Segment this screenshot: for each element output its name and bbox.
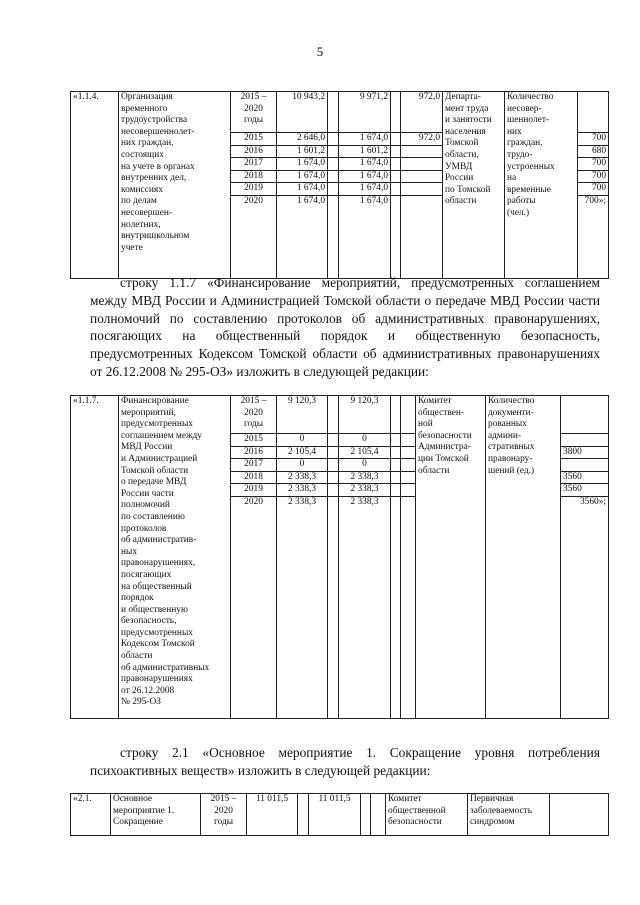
- indicator: Количество документи- рованных админи- стративных правонару- шений (ед.): [486, 396, 561, 719]
- paragraph-1-1-7: [90, 274, 600, 381]
- col4-cell: 1 674,0: [339, 133, 391, 146]
- year-cell: 2020: [231, 195, 277, 278]
- year-cell: 2017: [231, 158, 277, 171]
- row-code: «2.1.: [71, 794, 111, 836]
- total-value: 9 120,3: [277, 396, 328, 434]
- col4-value: 9 971,2: [339, 92, 391, 133]
- executor: Комитет общественной безопасности: [386, 794, 468, 836]
- year-cell: 2018: [231, 471, 277, 484]
- col4-cell: 1 674,0: [339, 195, 391, 278]
- value-cell: 700»;: [578, 195, 609, 278]
- year-cell: 2019: [231, 484, 277, 497]
- total-cell: 2 646,0: [277, 133, 328, 146]
- total-cell: 2 338,3: [277, 496, 328, 718]
- indicator: Количество несовер- шеннолет- них граждан, трудо- устроенных на временные работы (чел.): [505, 92, 578, 279]
- table-1-1-7: [70, 395, 609, 719]
- col6-cell: 972,0: [401, 133, 443, 146]
- col6-cell: [401, 195, 443, 278]
- period-label: 2015 – 2020 годы: [201, 794, 247, 836]
- col6-cell: [401, 170, 443, 183]
- col4-cell: 1 601,2: [339, 145, 391, 158]
- value-cell: 700: [578, 133, 609, 146]
- col6-cell: [401, 158, 443, 171]
- col4-cell: 1 674,0: [339, 170, 391, 183]
- paragraph-1-1-7-text: строку 1.1.7 «Финансирование мероприятий, предусмотренных соглашением между МВД России и Администрацией Томской области о передаче МВД России части полномочий по составлению протоколов об административных правонарушениях, посягающих на общественный порядок и общественную безопасность, предусмотренных Кодексом Томской области об административных правонарушениях от 26.12.2008 № 295-ОЗ» изложить в следующей редакции:: [90, 275, 600, 379]
- total-value: 10 943,2: [277, 92, 328, 133]
- total-cell: 2 338,3: [277, 484, 328, 497]
- col4-cell: 0: [339, 434, 391, 447]
- value-cell: [561, 434, 609, 447]
- total-cell: 1 674,0: [277, 170, 328, 183]
- col6-value: 972,0: [401, 92, 443, 133]
- col4-cell: 2 338,3: [339, 484, 391, 497]
- total-value: 11 011,5: [247, 794, 298, 836]
- period-label: 2015 – 2020 годы: [231, 396, 277, 434]
- value-cell: 700: [578, 158, 609, 171]
- year-cell: 2015: [231, 133, 277, 146]
- year-cell: 2016: [231, 145, 277, 158]
- period-label: 2015 – 2020 годы: [231, 92, 277, 133]
- value-cell: [561, 459, 609, 472]
- col4-cell: 1 674,0: [339, 183, 391, 196]
- row-name: Финансирование мероприятий, предусмотренных соглашением между МВД России и Администрацией Томской области о передаче МВД России части полномочий по составлению протоколов об административ- ных правонарушениях, посягающих на общественный порядок и общественную безопасность, предусмотренных Кодексом Томской области об административных правонарушениях от 26.12.2008 № 295-ОЗ: [119, 396, 231, 719]
- value-cell: 3800: [561, 446, 609, 459]
- row-code: «1.1.7.: [71, 396, 119, 719]
- executor: Комитет обществен- ной безопасности Администра- ции Томской области: [416, 396, 486, 719]
- col4-cell: 1 674,0: [339, 158, 391, 171]
- col4-value: 9 120,3: [339, 396, 391, 434]
- col6-cell: [401, 145, 443, 158]
- year-cell: 2015: [231, 434, 277, 447]
- col4-cell: 2 338,3: [339, 471, 391, 484]
- paragraph-2-1: [90, 744, 600, 780]
- indicator: Первичная заболеваемость синдромом: [468, 794, 550, 836]
- table-2-1: [70, 793, 609, 836]
- row-name: Организация временного трудоустройства несовершеннолет- них граждан, состоящих на учете в органах внутренних дел, комиссиях по делам несовершен- нолетних, внутришкольном учете: [119, 92, 231, 279]
- total-cell: 2 338,3: [277, 471, 328, 484]
- row-name: Основное мероприятие 1. Сокращение: [111, 794, 201, 836]
- page-number: 5: [316, 44, 324, 59]
- value-cell: 700: [578, 170, 609, 183]
- col4-cell: 0: [339, 459, 391, 472]
- col4-value: 11 011,5: [309, 794, 361, 836]
- total-cell: 0: [277, 434, 328, 447]
- total-cell: 1 674,0: [277, 195, 328, 278]
- total-cell: 0: [277, 459, 328, 472]
- col4-cell: 2 105,4: [339, 446, 391, 459]
- value-cell: 680: [578, 145, 609, 158]
- value-cell: 3560: [561, 471, 609, 484]
- year-cell: 2018: [231, 170, 277, 183]
- total-cell: 2 105,4: [277, 446, 328, 459]
- paragraph-2-1-text: строку 2.1 «Основное мероприятие 1. Сокращение уровня потребления психоактивных веществ» изложить в следующей редакции:: [90, 745, 600, 778]
- year-cell: 2019: [231, 183, 277, 196]
- year-cell: 2020: [231, 496, 277, 718]
- value-cell: 3560»;: [561, 496, 609, 718]
- total-cell: 1 674,0: [277, 183, 328, 196]
- executor: Департа- мент труда и занятости населения Томской области, УМВД России по Томской области: [443, 92, 505, 279]
- col6-cell: [401, 183, 443, 196]
- col4-cell: 2 338,3: [339, 496, 391, 718]
- value-cell: 3560: [561, 484, 609, 497]
- table-1-1-4: [70, 91, 609, 279]
- year-cell: 2017: [231, 459, 277, 472]
- total-cell: 1 601,2: [277, 145, 328, 158]
- total-cell: 1 674,0: [277, 158, 328, 171]
- row-code: «1.1.4.: [71, 92, 119, 279]
- year-cell: 2016: [231, 446, 277, 459]
- value-cell: 700: [578, 183, 609, 196]
